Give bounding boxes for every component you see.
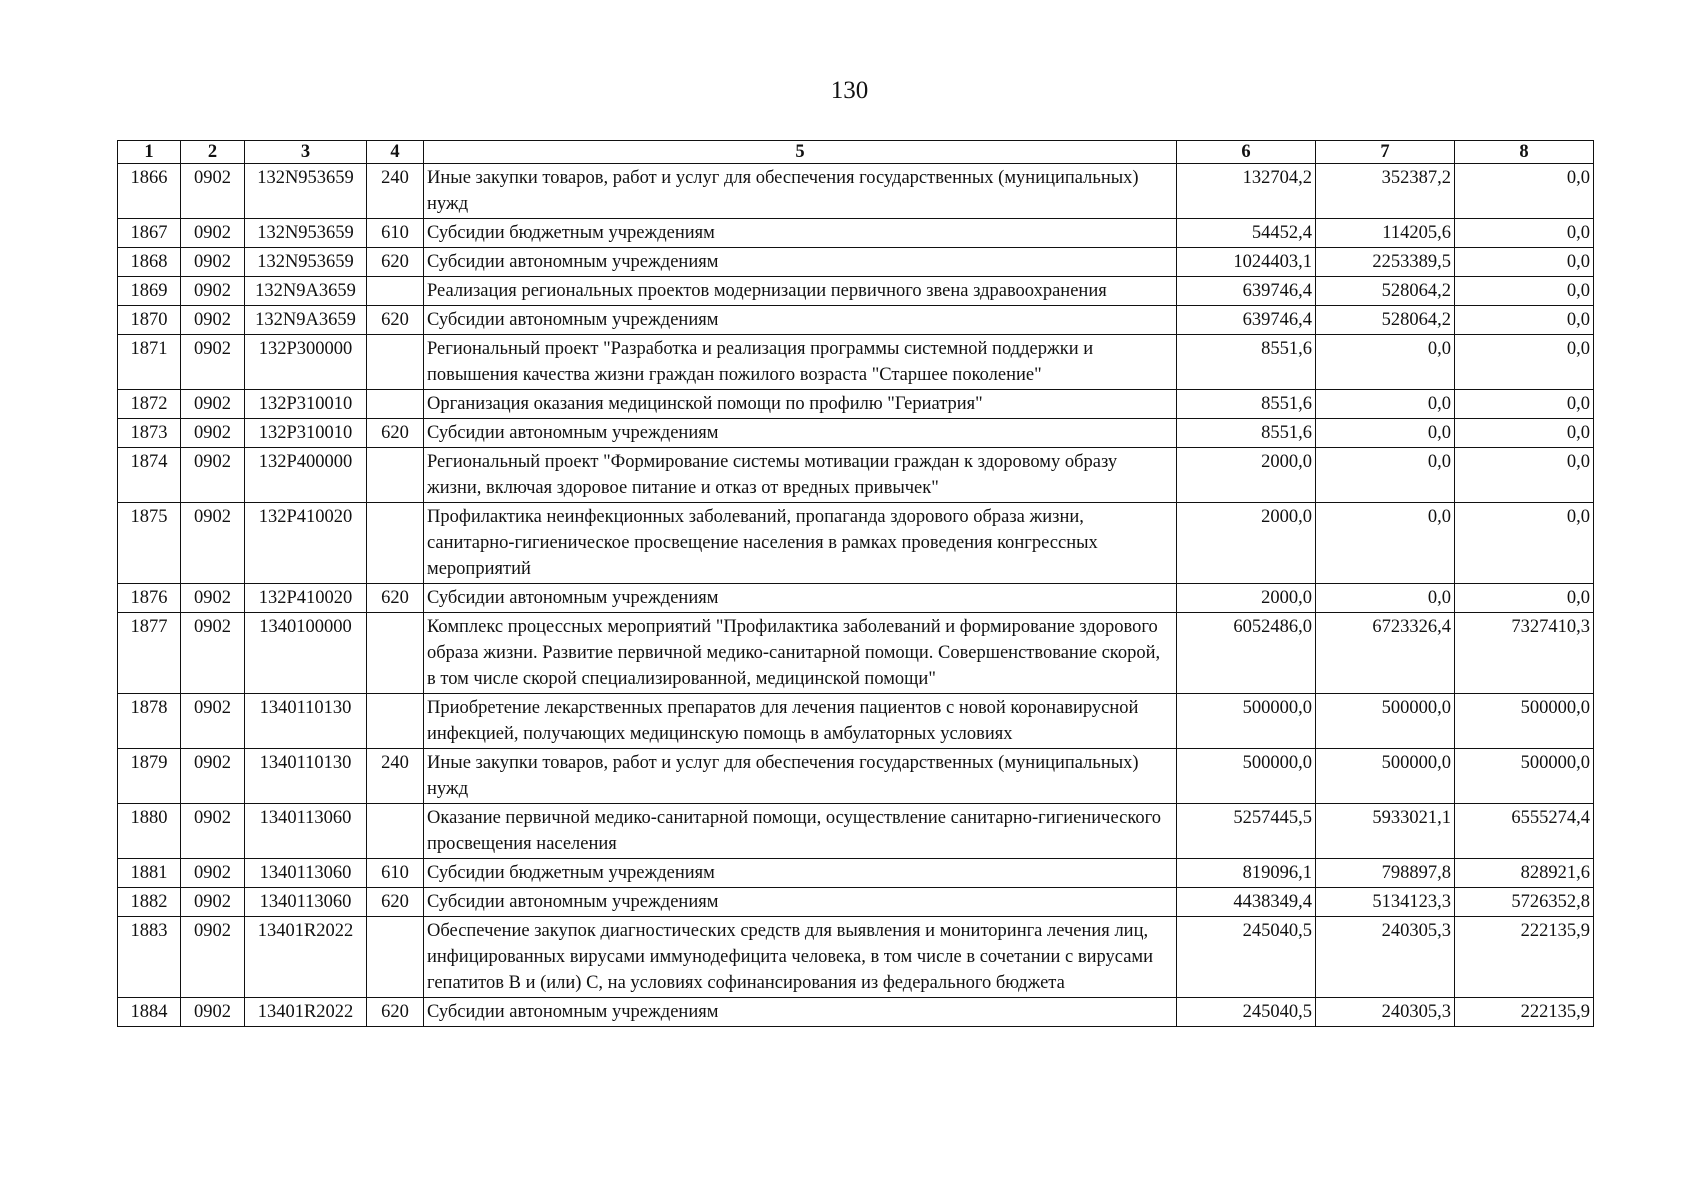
row-number: 1878 (118, 694, 181, 749)
table-row (118, 998, 1594, 1027)
row-description: Профилактика неинфекционных заболеваний, пропаганда здорового образа жизни, санитарно-гигиеническое просвещение населения в рамках проведения конгрессных мероприятий (424, 503, 1177, 584)
expense-type-code (367, 917, 424, 998)
amount-col-8: 0,0 (1455, 503, 1594, 584)
amount-col-6: 2000,0 (1177, 448, 1316, 503)
target-article-code: 1340100000 (245, 613, 367, 694)
amount-col-6: 5257445,5 (1177, 804, 1316, 859)
budget-table (117, 140, 1594, 1027)
row-number: 1868 (118, 248, 181, 277)
header-col-4: 4 (367, 141, 424, 164)
header-row (118, 141, 1594, 164)
amount-col-6: 1024403,1 (1177, 248, 1316, 277)
amount-col-7: 528064,2 (1316, 306, 1455, 335)
amount-col-7: 114205,6 (1316, 219, 1455, 248)
amount-col-6: 245040,5 (1177, 998, 1316, 1027)
table-row (118, 277, 1594, 306)
expense-type-code: 620 (367, 306, 424, 335)
amount-col-6: 500000,0 (1177, 749, 1316, 804)
amount-col-7: 0,0 (1316, 503, 1455, 584)
target-article-code: 1340113060 (245, 804, 367, 859)
row-description: Иные закупки товаров, работ и услуг для обеспечения государственных (муниципальных) нужд (424, 749, 1177, 804)
expense-type-code: 240 (367, 749, 424, 804)
target-article-code: 132N9A3659 (245, 277, 367, 306)
amount-col-7: 798897,8 (1316, 859, 1455, 888)
target-article-code: 132N953659 (245, 164, 367, 219)
row-number: 1883 (118, 917, 181, 998)
row-number: 1875 (118, 503, 181, 584)
amount-col-7: 0,0 (1316, 419, 1455, 448)
table-row (118, 248, 1594, 277)
amount-col-8: 0,0 (1455, 277, 1594, 306)
amount-col-7: 528064,2 (1316, 277, 1455, 306)
section-code: 0902 (181, 859, 245, 888)
amount-col-7: 240305,3 (1316, 917, 1455, 998)
section-code: 0902 (181, 448, 245, 503)
section-code: 0902 (181, 584, 245, 613)
expense-type-code (367, 335, 424, 390)
amount-col-8: 0,0 (1455, 248, 1594, 277)
row-description: Субсидии автономным учреждениям (424, 419, 1177, 448)
expense-type-code (367, 613, 424, 694)
row-description: Оказание первичной медико-санитарной помощи, осуществление санитарно-гигиенического просвещения населения (424, 804, 1177, 859)
amount-col-7: 240305,3 (1316, 998, 1455, 1027)
target-article-code: 1340113060 (245, 888, 367, 917)
section-code: 0902 (181, 888, 245, 917)
amount-col-8: 5726352,8 (1455, 888, 1594, 917)
table-row (118, 888, 1594, 917)
header-col-5: 5 (424, 141, 1177, 164)
row-number: 1872 (118, 390, 181, 419)
amount-col-8: 0,0 (1455, 584, 1594, 613)
amount-col-8: 0,0 (1455, 219, 1594, 248)
amount-col-7: 500000,0 (1316, 694, 1455, 749)
target-article-code: 132P400000 (245, 448, 367, 503)
row-number: 1870 (118, 306, 181, 335)
row-description: Региональный проект "Разработка и реализация программы системной поддержки и повышения качества жизни граждан пожилого возраста "Старшее поколение" (424, 335, 1177, 390)
section-code: 0902 (181, 998, 245, 1027)
expense-type-code: 620 (367, 584, 424, 613)
amount-col-7: 0,0 (1316, 448, 1455, 503)
table-row (118, 419, 1594, 448)
header-col-1: 1 (118, 141, 181, 164)
row-number: 1867 (118, 219, 181, 248)
expense-type-code (367, 694, 424, 749)
row-description: Субсидии автономным учреждениям (424, 248, 1177, 277)
expense-type-code (367, 277, 424, 306)
target-article-code: 132P300000 (245, 335, 367, 390)
expense-type-code: 240 (367, 164, 424, 219)
target-article-code: 132P410020 (245, 584, 367, 613)
amount-col-6: 54452,4 (1177, 219, 1316, 248)
table-row (118, 390, 1594, 419)
amount-col-8: 0,0 (1455, 306, 1594, 335)
section-code: 0902 (181, 164, 245, 219)
section-code: 0902 (181, 419, 245, 448)
header-col-6: 6 (1177, 141, 1316, 164)
amount-col-8: 7327410,3 (1455, 613, 1594, 694)
row-number: 1881 (118, 859, 181, 888)
table-row (118, 859, 1594, 888)
amount-col-6: 2000,0 (1177, 584, 1316, 613)
table-row (118, 164, 1594, 219)
row-description: Обеспечение закупок диагностических средств для выявления и мониторинга лечения лиц, инфицированных вирусами иммунодефицита человека, в том числе в сочетании с вирусами гепатитов B и (или) C, на условиях софинансирования из федерального бюджета (424, 917, 1177, 998)
row-number: 1880 (118, 804, 181, 859)
row-description: Иные закупки товаров, работ и услуг для обеспечения государственных (муниципальных) нужд (424, 164, 1177, 219)
table-row (118, 749, 1594, 804)
target-article-code: 132N953659 (245, 248, 367, 277)
row-number: 1877 (118, 613, 181, 694)
target-article-code: 1340110130 (245, 749, 367, 804)
target-article-code: 132P310010 (245, 390, 367, 419)
row-number: 1882 (118, 888, 181, 917)
row-number: 1876 (118, 584, 181, 613)
section-code: 0902 (181, 613, 245, 694)
amount-col-7: 0,0 (1316, 335, 1455, 390)
row-description: Субсидии автономным учреждениям (424, 888, 1177, 917)
row-number: 1871 (118, 335, 181, 390)
amount-col-6: 639746,4 (1177, 277, 1316, 306)
row-description: Реализация региональных проектов модернизации первичного звена здравоохранения (424, 277, 1177, 306)
amount-col-6: 500000,0 (1177, 694, 1316, 749)
table-row (118, 613, 1594, 694)
amount-col-7: 6723326,4 (1316, 613, 1455, 694)
table-row (118, 448, 1594, 503)
section-code: 0902 (181, 306, 245, 335)
target-article-code: 1340110130 (245, 694, 367, 749)
section-code: 0902 (181, 694, 245, 749)
section-code: 0902 (181, 248, 245, 277)
target-article-code: 1340113060 (245, 859, 367, 888)
amount-col-8: 0,0 (1455, 335, 1594, 390)
target-article-code: 132P310010 (245, 419, 367, 448)
row-description: Региональный проект "Формирование системы мотивации граждан к здоровому образу жизни, включая здоровое питание и отказ от вредных привычек" (424, 448, 1177, 503)
table-row (118, 917, 1594, 998)
amount-col-6: 8551,6 (1177, 335, 1316, 390)
page-number: 130 (830, 77, 869, 104)
amount-col-8: 500000,0 (1455, 749, 1594, 804)
row-number: 1869 (118, 277, 181, 306)
section-code: 0902 (181, 219, 245, 248)
expense-type-code: 610 (367, 219, 424, 248)
amount-col-8: 0,0 (1455, 419, 1594, 448)
table-row (118, 219, 1594, 248)
amount-col-6: 8551,6 (1177, 390, 1316, 419)
target-article-code: 132P410020 (245, 503, 367, 584)
row-description: Организация оказания медицинской помощи по профилю "Гериатрия" (424, 390, 1177, 419)
amount-col-6: 639746,4 (1177, 306, 1316, 335)
amount-col-6: 4438349,4 (1177, 888, 1316, 917)
amount-col-8: 0,0 (1455, 164, 1594, 219)
expense-type-code: 620 (367, 998, 424, 1027)
header-col-3: 3 (245, 141, 367, 164)
amount-col-6: 2000,0 (1177, 503, 1316, 584)
amount-col-7: 500000,0 (1316, 749, 1455, 804)
section-code: 0902 (181, 390, 245, 419)
expense-type-code: 620 (367, 419, 424, 448)
table-row (118, 694, 1594, 749)
row-description: Субсидии автономным учреждениям (424, 306, 1177, 335)
row-description: Субсидии автономным учреждениям (424, 584, 1177, 613)
row-description: Субсидии автономным учреждениям (424, 998, 1177, 1027)
expense-type-code: 620 (367, 248, 424, 277)
amount-col-7: 0,0 (1316, 584, 1455, 613)
amount-col-6: 6052486,0 (1177, 613, 1316, 694)
expense-type-code: 610 (367, 859, 424, 888)
target-article-code: 132N953659 (245, 219, 367, 248)
amount-col-8: 222135,9 (1455, 998, 1594, 1027)
amount-col-6: 132704,2 (1177, 164, 1316, 219)
amount-col-8: 828921,6 (1455, 859, 1594, 888)
amount-col-7: 5134123,3 (1316, 888, 1455, 917)
row-description: Субсидии бюджетным учреждениям (424, 219, 1177, 248)
amount-col-8: 500000,0 (1455, 694, 1594, 749)
amount-col-7: 352387,2 (1316, 164, 1455, 219)
amount-col-6: 245040,5 (1177, 917, 1316, 998)
header-col-8: 8 (1455, 141, 1594, 164)
section-code: 0902 (181, 804, 245, 859)
target-article-code: 13401R2022 (245, 998, 367, 1027)
row-description: Комплекс процессных мероприятий "Профилактика заболеваний и формирование здорового образа жизни. Развитие первичной медико-санитарной помощи. Совершенствование скорой, в том числе скорой специализированной, медицинской помощи" (424, 613, 1177, 694)
amount-col-7: 2253389,5 (1316, 248, 1455, 277)
expense-type-code (367, 390, 424, 419)
row-number: 1879 (118, 749, 181, 804)
table-row (118, 306, 1594, 335)
table-row (118, 804, 1594, 859)
amount-col-8: 0,0 (1455, 448, 1594, 503)
section-code: 0902 (181, 503, 245, 584)
row-number: 1873 (118, 419, 181, 448)
header-col-7: 7 (1316, 141, 1455, 164)
row-number: 1884 (118, 998, 181, 1027)
amount-col-8: 222135,9 (1455, 917, 1594, 998)
expense-type-code (367, 804, 424, 859)
amount-col-7: 0,0 (1316, 390, 1455, 419)
amount-col-8: 0,0 (1455, 390, 1594, 419)
expense-type-code (367, 448, 424, 503)
section-code: 0902 (181, 335, 245, 390)
amount-col-8: 6555274,4 (1455, 804, 1594, 859)
row-description: Субсидии бюджетным учреждениям (424, 859, 1177, 888)
amount-col-6: 8551,6 (1177, 419, 1316, 448)
section-code: 0902 (181, 749, 245, 804)
header-col-2: 2 (181, 141, 245, 164)
target-article-code: 132N9A3659 (245, 306, 367, 335)
row-description: Приобретение лекарственных препаратов для лечения пациентов с новой коронавирусной инфекцией, получающих медицинскую помощь в амбулаторных условиях (424, 694, 1177, 749)
expense-type-code (367, 503, 424, 584)
row-number: 1866 (118, 164, 181, 219)
expense-type-code: 620 (367, 888, 424, 917)
amount-col-6: 819096,1 (1177, 859, 1316, 888)
table-row (118, 584, 1594, 613)
target-article-code: 13401R2022 (245, 917, 367, 998)
table-row (118, 335, 1594, 390)
section-code: 0902 (181, 277, 245, 306)
amount-col-7: 5933021,1 (1316, 804, 1455, 859)
section-code: 0902 (181, 917, 245, 998)
row-number: 1874 (118, 448, 181, 503)
table-row (118, 503, 1594, 584)
